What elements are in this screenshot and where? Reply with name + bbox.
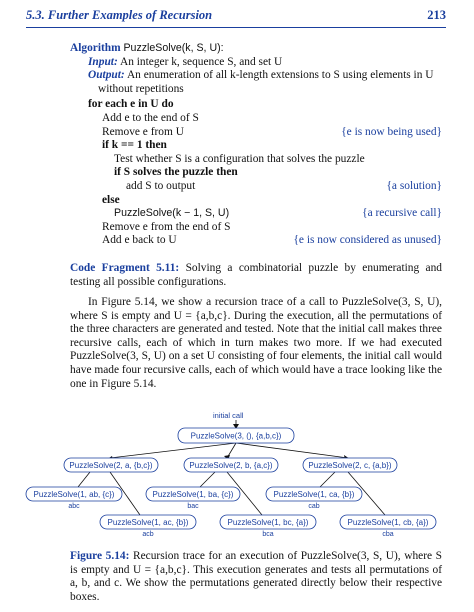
page-number: 213 bbox=[427, 8, 446, 22]
output-text: An enumeration of all k-length extensions to S using elements in U bbox=[126, 69, 434, 82]
code-caption-label: Code Fragment 5.11: bbox=[70, 262, 180, 274]
for-line bbox=[70, 98, 442, 112]
output-label: Output: bbox=[88, 69, 125, 82]
level2-label-ab: PuzzleSolve(1, ab, {c}) bbox=[33, 490, 115, 499]
if-line: if k == 1 then bbox=[102, 139, 167, 152]
else-line: else bbox=[102, 193, 120, 206]
algorithm-block bbox=[70, 42, 442, 248]
add-output-text: add S to output bbox=[126, 179, 196, 192]
comment-unused: {e is now considered as unused} bbox=[293, 234, 442, 247]
level2-label-ca: PuzzleSolve(1, ca, {b}) bbox=[273, 490, 355, 499]
add-back-line bbox=[70, 234, 442, 248]
body-paragraph: In Figure 5.14, we show a recursion trace of a call to PuzzleSolve(3, S, U), where S is empty and U = {a,b,c}. During the execution, all the permutations of the three characters are generated and tested. Note that the initial call makes three recursive calls, each of which in turn makes two more. If we had executed PuzzleSolve(3, S, U) on a set U consisting of four elements, the initial call would have made four recursive calls, each of which would have a trace looking like the one in Figure 5.14. bbox=[70, 296, 442, 390]
perm-bac: bac bbox=[187, 503, 199, 510]
level2-label-cb: PuzzleSolve(1, cb, {a}) bbox=[347, 518, 429, 527]
level1-label-b: PuzzleSolve(2, b, {a,c}) bbox=[189, 461, 273, 470]
input-label: Input: bbox=[88, 55, 118, 68]
remove-text: Remove e from U bbox=[102, 125, 184, 138]
add-end-line: Add e to the end of S bbox=[102, 111, 199, 124]
perm-cab: cab bbox=[308, 503, 320, 510]
perm-bca: bca bbox=[262, 531, 274, 538]
if-solves-line: if S solves the puzzle then bbox=[114, 166, 238, 179]
test-line: Test whether S is a configuration that solves the puzzle bbox=[114, 152, 365, 165]
edge-root-l1a bbox=[110, 443, 236, 458]
edge-a-ab bbox=[78, 472, 90, 487]
perm-acb: acb bbox=[142, 531, 154, 538]
level1-label-c: PuzzleSolve(2, c, {a,b}) bbox=[308, 461, 392, 470]
header-rule bbox=[26, 27, 446, 28]
initial-call-label: initial call bbox=[213, 411, 244, 420]
code-caption-text: Solving a combinatorial puzzle by enumerating and testing all possible configurations. bbox=[70, 262, 443, 288]
code-fragment-caption bbox=[70, 262, 442, 289]
perm-abc: abc bbox=[68, 503, 80, 510]
algorithm-title bbox=[70, 42, 442, 56]
algorithm-output bbox=[70, 69, 442, 83]
figure-caption bbox=[70, 550, 442, 604]
remove-end-line: Remove e from the end of S bbox=[102, 220, 231, 233]
edge-root-l1c bbox=[236, 443, 348, 458]
comment-solution: {a solution} bbox=[386, 179, 442, 192]
figure-caption-text: Recursion trace for an execution of PuzzleSolve(3, S, U), where S is empty and U = {a,b,c}. This execution generates and tests all permutations of a, b, and c. We show the permutations generated directly below their respective boxes. bbox=[70, 550, 442, 603]
root-node-label: PuzzleSolve(3, (), {a,b,c}) bbox=[190, 431, 282, 441]
level2-label-ba: PuzzleSolve(1, ba, {c}) bbox=[152, 490, 234, 499]
figure-caption-label: Figure 5.14: bbox=[70, 550, 130, 562]
recursion-trace-diagram bbox=[0, 408, 474, 548]
algorithm-keyword: Algorithm bbox=[70, 42, 121, 54]
algorithm-input bbox=[70, 56, 442, 70]
page-header bbox=[26, 8, 446, 26]
add-output-line bbox=[70, 180, 442, 194]
edge-b-ba bbox=[200, 472, 215, 487]
recursive-call-text: PuzzleSolve(k − 1, S, U) bbox=[114, 207, 230, 220]
for-keyword: for each e in U do bbox=[88, 98, 174, 111]
add-back-text: Add e back to U bbox=[102, 234, 177, 247]
section-title: 5.3. Further Examples of Recursion bbox=[26, 8, 213, 22]
level2-label-bc: PuzzleSolve(1, bc, {a}) bbox=[227, 518, 309, 527]
level1-label-a: PuzzleSolve(2, a, {b,c}) bbox=[69, 461, 153, 470]
edge-c-ca bbox=[320, 472, 335, 487]
comment-recursive: {a recursive call} bbox=[362, 207, 442, 220]
input-text: An integer k, sequence S, and set U bbox=[119, 55, 283, 68]
recursive-call-line bbox=[70, 207, 442, 221]
algorithm-signature: PuzzleSolve(k, S, U): bbox=[123, 42, 224, 54]
algorithm-output-cont: without repetitions bbox=[98, 82, 184, 95]
level2-label-ac: PuzzleSolve(1, ac, {b}) bbox=[107, 518, 189, 527]
comment-used: {e is now being used} bbox=[341, 125, 442, 138]
remove-line bbox=[70, 126, 442, 140]
perm-cba: cba bbox=[382, 531, 394, 538]
